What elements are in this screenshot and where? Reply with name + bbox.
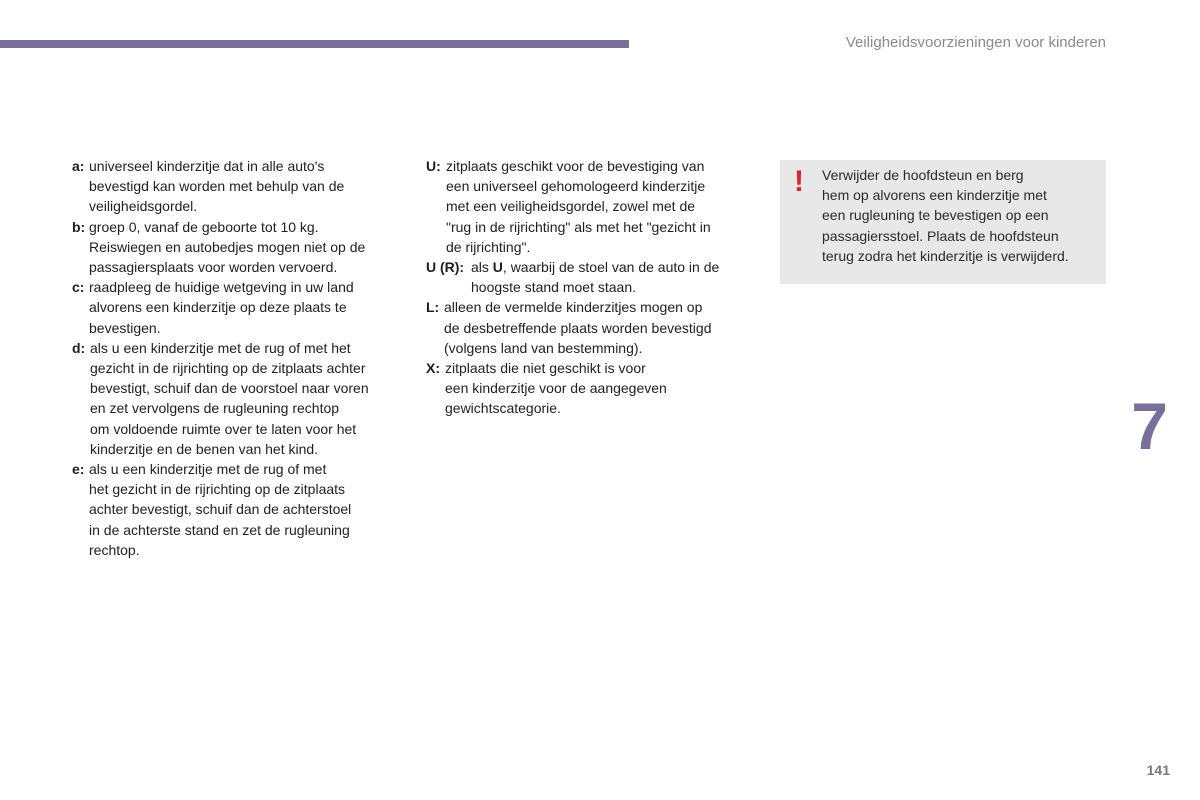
- definition-line: zitplaats die niet geschikt is voor: [445, 360, 646, 377]
- definition-line: de desbetreffende plaats worden bevestigd: [444, 319, 712, 336]
- warning-line: terug zodra het kinderzitje is verwijderd.: [822, 247, 1069, 264]
- definition-line: als u een kinderzitje met de rug of met het: [90, 339, 351, 356]
- definition-line: een kinderzitje voor de aangegeven: [445, 380, 667, 397]
- definition-text-prefix: als: [471, 259, 493, 276]
- definition-line: passagiersplaats voor worden vervoerd.: [89, 259, 338, 276]
- definition-key: X:: [426, 360, 440, 377]
- definition-entry-x: [426, 358, 756, 419]
- definition-line: kinderzitje en de benen van het kind.: [90, 440, 319, 457]
- definition-line: de rijrichting".: [446, 238, 531, 255]
- definition-text-suffix: , waarbij de stoel van de auto in de: [502, 259, 720, 276]
- definition-line: een universeel gehomologeerd kinderzitje: [446, 178, 706, 195]
- warning-box: [780, 160, 1106, 284]
- warning-text: [822, 165, 1102, 266]
- definition-entry-d: [72, 338, 412, 459]
- definition-entry-c: [72, 277, 412, 338]
- definition-line: achter bevestigt, schuif dan de achterstoel: [89, 501, 352, 518]
- chapter-number: 7: [1131, 389, 1168, 463]
- definition-line: in de achterste stand en zet de rugleuning: [89, 521, 350, 538]
- definition-entry-u: [426, 156, 756, 257]
- definition-line: alleen de vermelde kinderzitjes mogen op: [444, 299, 703, 316]
- definition-line: gezicht in de rijrichting op de zitplaats achter: [90, 360, 366, 377]
- definition-line: en zet vervolgens de rugleuning rechtop: [90, 400, 340, 417]
- definition-entry-u-r: [426, 257, 756, 297]
- definition-entry-l: [426, 297, 756, 358]
- definition-line: groep 0, vanaf de geboorte tot 10 kg.: [89, 218, 319, 235]
- definition-line: alvorens een kinderzitje op deze plaats te: [89, 299, 347, 316]
- definition-line: bevestigd kan worden met behulp van de: [89, 178, 345, 195]
- definitions-left-column: [72, 156, 412, 560]
- warning-line: een rugleuning te bevestigen op een: [822, 207, 1049, 224]
- definition-line: universeel kinderzitje dat in alle auto's: [89, 158, 325, 174]
- definition-line: bevestigt, schuif dan de voorstoel naar voren: [90, 380, 369, 397]
- definition-key: L:: [426, 299, 440, 316]
- definition-entry-e: [72, 459, 412, 560]
- page-number: 141: [1146, 762, 1170, 778]
- definition-text-bold: U: [492, 259, 503, 276]
- definition-line: gewichtscategorie.: [445, 400, 561, 417]
- definition-key: c:: [72, 279, 85, 296]
- definitions-middle-column: [426, 156, 756, 419]
- definition-key: b:: [72, 218, 86, 235]
- definition-key: U (R):: [426, 259, 465, 276]
- warning-line: Verwijder de hoofdsteun en berg: [822, 167, 1024, 183]
- definition-line: zitplaats geschikt voor de bevestiging van: [446, 158, 705, 174]
- definition-key: a:: [72, 158, 85, 174]
- definition-line: rechtop.: [89, 541, 140, 558]
- definition-line: bevestigen.: [89, 319, 161, 336]
- header-accent-bar: [0, 40, 629, 48]
- definition-line: hoogste stand moet staan.: [471, 279, 636, 296]
- definition-key: U:: [426, 158, 441, 174]
- definition-line: om voldoende ruimte over te laten voor het: [90, 420, 357, 437]
- definition-line: als u een kinderzitje met de rug of met: [89, 461, 327, 478]
- definition-line: met een veiligheidsgordel, zowel met de: [446, 198, 696, 215]
- warning-exclamation-icon: !: [794, 165, 804, 198]
- definition-line: veiligheidsgordel.: [89, 198, 198, 215]
- definition-entry-b: [72, 217, 412, 278]
- definition-entry-a: [72, 156, 412, 217]
- warning-line: passagiersstoel. Plaats de hoofdsteun: [822, 227, 1059, 244]
- definition-line: [467, 257, 756, 277]
- definition-line: Reiswiegen en autobedjes mogen niet op de: [89, 238, 366, 255]
- definition-key: d:: [72, 339, 86, 356]
- definition-line: raadpleeg de huidige wetgeving in uw land: [89, 279, 354, 296]
- section-title: Veiligheidsvoorzieningen voor kinderen: [845, 34, 1106, 51]
- definition-line: het gezicht in de rijrichting op de zitplaats: [89, 481, 346, 498]
- warning-line: hem op alvorens een kinderzitje met: [822, 187, 1047, 204]
- definition-line: (volgens land van bestemming).: [444, 339, 643, 356]
- definition-line: "rug in de rijrichting" als met het "gezicht in: [446, 218, 711, 235]
- definition-key: e:: [72, 461, 85, 478]
